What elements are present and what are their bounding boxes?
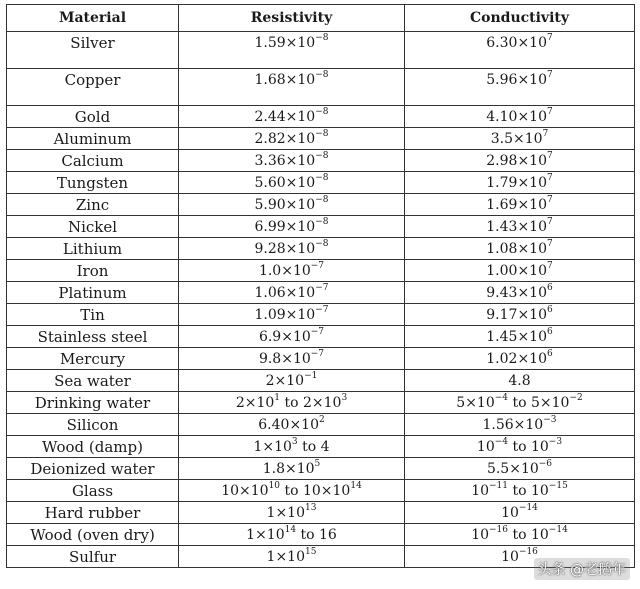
material-cell: Iron [7, 260, 179, 282]
material-cell: Aluminum [7, 128, 179, 150]
table-row [7, 436, 635, 458]
header-resistivity: Resistivity [179, 5, 405, 32]
conductivity-cell: 4.8 [405, 370, 635, 392]
table-row [7, 194, 635, 216]
conductivity-cell: $9.43\times 10^6$ [405, 282, 635, 304]
table-row [7, 260, 635, 282]
table-row [7, 238, 635, 260]
material-cell: Calcium [7, 150, 179, 172]
material-cell: Wood (damp) [7, 436, 179, 458]
conductivity-cell: $5.96\times 10^7$ [405, 69, 635, 106]
resistivity-table [6, 4, 635, 568]
watermark: 头条 @老鹅年 [534, 558, 630, 580]
resistivity-cell: $1\times 10^{15}$ [179, 546, 405, 568]
conductivity-cell: $1.00\times 10^7$ [405, 260, 635, 282]
resistivity-cell: $2.44\times 10^{-8}$ [179, 106, 405, 128]
resistivity-cell: $2\times 10^1$ to $2\times 10^3$ [179, 392, 405, 414]
material-cell: Zinc [7, 194, 179, 216]
table-row [7, 172, 635, 194]
table-row [7, 326, 635, 348]
conductivity-cell: $2.98\times 10^7$ [405, 150, 635, 172]
conductivity-cell: $9.17\times 10^6$ [405, 304, 635, 326]
table-row [7, 458, 635, 480]
material-cell: Silicon [7, 414, 179, 436]
material-cell: Drinking water [7, 392, 179, 414]
material-cell: Nickel [7, 216, 179, 238]
resistivity-cell: $9.28\times 10^{-8}$ [179, 238, 405, 260]
material-cell: Gold [7, 106, 179, 128]
resistivity-cell: $1.59\times 10^{-8}$ [179, 32, 405, 69]
resistivity-cell: $1.0\times 10^{-7}$ [179, 260, 405, 282]
table-row [7, 216, 635, 238]
table-row [7, 304, 635, 326]
table-row [7, 370, 635, 392]
material-cell: Platinum [7, 282, 179, 304]
resistivity-cell: $1\times 10^{14}$ to 16 [179, 524, 405, 546]
conductivity-cell: $1.45\times 10^6$ [405, 326, 635, 348]
material-cell: Tin [7, 304, 179, 326]
resistivity-cell: $3.36\times 10^{-8}$ [179, 150, 405, 172]
conductivity-cell: $4.10\times 10^7$ [405, 106, 635, 128]
conductivity-cell: $1.79\times 10^7$ [405, 172, 635, 194]
table-body [7, 32, 635, 568]
table-row [7, 414, 635, 436]
resistivity-cell: $1.8\times 10^5$ [179, 458, 405, 480]
resistivity-cell: $2\times 10^{-1}$ [179, 370, 405, 392]
resistivity-cell: $5.90\times 10^{-8}$ [179, 194, 405, 216]
material-cell: Glass [7, 480, 179, 502]
conductivity-cell: $10^{-16}$ [405, 546, 635, 568]
material-cell: Tungsten [7, 172, 179, 194]
material-cell: Copper [7, 69, 179, 106]
material-cell: Deionized water [7, 458, 179, 480]
material-cell: Sea water [7, 370, 179, 392]
table-row [7, 282, 635, 304]
resistivity-cell: $6.9\times 10^{-7}$ [179, 326, 405, 348]
material-cell: Silver [7, 32, 179, 69]
header-conductivity: Conductivity [405, 5, 635, 32]
conductivity-cell: $10^{-4}$ to $10^{-3}$ [405, 436, 635, 458]
table-row [7, 32, 635, 69]
conductivity-cell: $1.69\times 10^7$ [405, 194, 635, 216]
conductivity-cell: $1.02\times 10^6$ [405, 348, 635, 370]
resistivity-cell: $1.09\times 10^{-7}$ [179, 304, 405, 326]
resistivity-cell: $10\times 10^{10}$ to $10\times 10^{14}$ [179, 480, 405, 502]
resistivity-cell: $1.68\times 10^{-8}$ [179, 69, 405, 106]
conductivity-cell: $5\times 10^{-4}$ to $5\times 10^{-2}$ [405, 392, 635, 414]
table-row [7, 392, 635, 414]
table-row [7, 69, 635, 106]
conductivity-cell: $3.5\times 10^7$ [405, 128, 635, 150]
table-row [7, 106, 635, 128]
table-row [7, 128, 635, 150]
resistivity-cell: $9.8\times 10^{-7}$ [179, 348, 405, 370]
conductivity-cell: $6.30\times 10^7$ [405, 32, 635, 69]
table-row [7, 502, 635, 524]
resistivity-cell: $5.60\times 10^{-8}$ [179, 172, 405, 194]
resistivity-cell: $1\times 10^{13}$ [179, 502, 405, 524]
material-cell: Hard rubber [7, 502, 179, 524]
conductivity-cell: $10^{-11}$ to $10^{-15}$ [405, 480, 635, 502]
resistivity-cell: $1\times 10^3$ to 4 [179, 436, 405, 458]
resistivity-cell: $2.82\times 10^{-8}$ [179, 128, 405, 150]
material-cell: Lithium [7, 238, 179, 260]
header-row [7, 5, 635, 32]
header-material: Material [7, 5, 179, 32]
material-cell: Stainless steel [7, 326, 179, 348]
table-row [7, 524, 635, 546]
conductivity-cell: $1.56\times 10^{-3}$ [405, 414, 635, 436]
conductivity-cell: $10^{-14}$ [405, 502, 635, 524]
material-cell: Sulfur [7, 546, 179, 568]
conductivity-cell: $1.08\times 10^7$ [405, 238, 635, 260]
resistivity-cell: $6.99\times 10^{-8}$ [179, 216, 405, 238]
conductivity-cell: $5.5\times 10^{-6}$ [405, 458, 635, 480]
conductivity-cell: $1.43\times 10^7$ [405, 216, 635, 238]
resistivity-cell: $1.06\times 10^{-7}$ [179, 282, 405, 304]
conductivity-cell: $10^{-16}$ to $10^{-14}$ [405, 524, 635, 546]
material-cell: Mercury [7, 348, 179, 370]
table-row [7, 480, 635, 502]
table-row [7, 150, 635, 172]
material-cell: Wood (oven dry) [7, 524, 179, 546]
resistivity-cell: $6.40\times 10^2$ [179, 414, 405, 436]
table-row [7, 348, 635, 370]
